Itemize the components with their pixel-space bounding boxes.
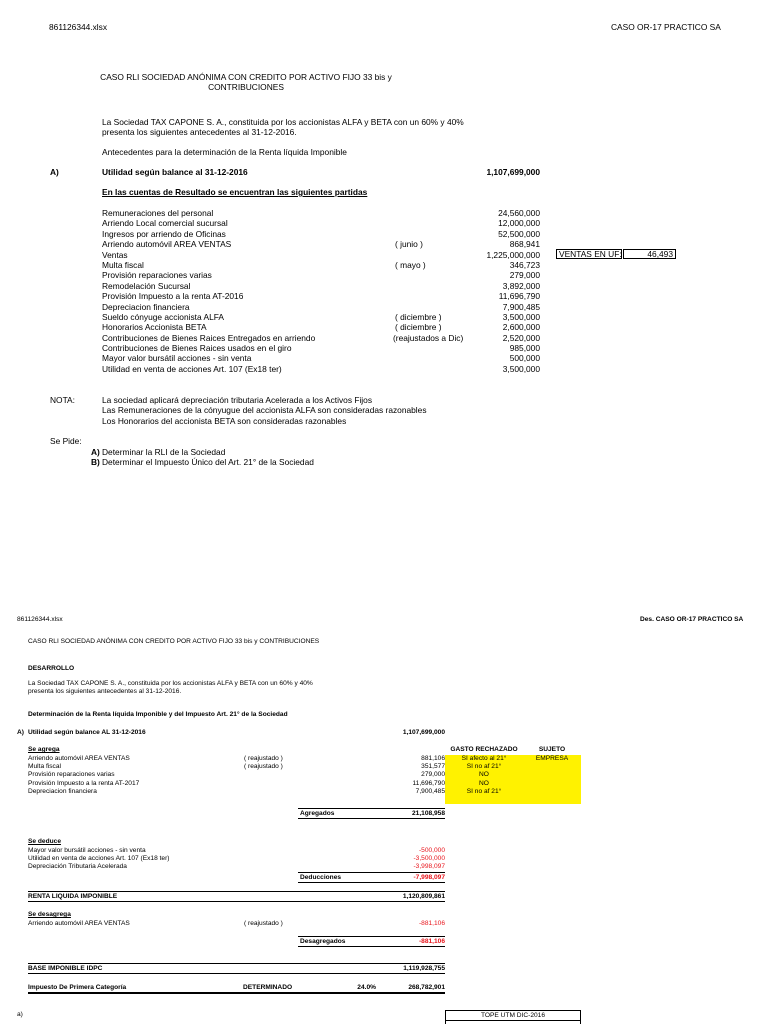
agrega-gasto (445, 755, 523, 796)
impuesto-label: Impuesto De Primera Categoría (28, 984, 127, 991)
deducciones-top-rule (298, 872, 445, 873)
list-item: Remuneraciones del personal (102, 208, 214, 218)
deduce-labels (28, 847, 248, 872)
a-lower-label: a) (17, 1011, 23, 1018)
sujeto-cell (523, 771, 581, 779)
agregados-value: 21,108,958 (411, 810, 445, 817)
base-value: 1,119,928,755 (403, 965, 445, 972)
pide-a-text: Determinar la RLI de la Sociedad (102, 447, 226, 457)
list-item: Utilidad en venta de acciones Art. 107 (Ex18 ter) (102, 363, 282, 374)
nota-line: Los Honorarios del accionista BETA son consideradas razonables (102, 415, 347, 426)
nota-label: NOTA: (50, 395, 75, 405)
page2-a-label: A) (17, 729, 24, 736)
agregados-label: Agregados (300, 810, 335, 817)
list-item: Arriendo automóvil AREA VENTAS (102, 239, 232, 250)
gasto-cell: NO (479, 779, 489, 787)
table-row: Provisión Impuesto a la renta AT-2017 (28, 779, 140, 787)
item-value: 3,500,000 (502, 363, 540, 374)
item-value: 52,500,000 (498, 228, 540, 239)
deducciones-value: -7,998,097 (413, 874, 445, 881)
desagregados-bottom-rule (298, 946, 445, 947)
page1-title-line1: CASO RLI SOCIEDAD ANÓNIMA CON CREDITO POR ACTIVO FIJO 33 bis y (100, 72, 392, 82)
list-item: Remodelación Sucursal (102, 280, 191, 291)
rli-bottom-rule (28, 901, 445, 902)
agrega-sujeto (523, 755, 581, 796)
item-note: ( diciembre ) (395, 322, 442, 333)
item-value: 24,560,000 (498, 208, 540, 218)
list-item: Honorarios Accionista BETA (102, 322, 207, 333)
row-note (244, 788, 324, 796)
rli-value: 1,120,809,861 (402, 893, 445, 900)
page1-item-values (440, 208, 540, 374)
sujeto-cell (523, 780, 581, 788)
desagrega-note: ( reajustado ) (244, 920, 283, 927)
item-note: ( junio ) (395, 239, 423, 250)
page1-intro-line1: La Sociedad TAX CAPONE S. A., constituida por los accionistas ALFA y BETA con un 60% y 40% (102, 117, 464, 127)
list-item: Sueldo cónyuge accionista ALFA (102, 311, 224, 322)
page2-filename: 861126344.xlsx (17, 616, 63, 623)
desagregados-label: Desagregados (300, 938, 346, 945)
page1-antecedentes: Antecedentes para la determinación de la Renta líquida Imponible (102, 147, 347, 157)
item-value: 1,225,000,000 (486, 249, 540, 260)
page1-intro-line2: presenta los siguientes antecedentes al 31-12-2016. (102, 127, 297, 137)
row-value: -3,998,097 (413, 863, 445, 871)
table-row: Utilidad en venta de acciones Art. 107 (Ex18 ter) (28, 855, 170, 863)
item-value: 346,723 (509, 259, 540, 270)
row-value: -3,500,000 (413, 855, 445, 863)
row-value: 351,577 (421, 763, 445, 771)
deducciones-label: Deducciones (300, 874, 342, 881)
list-item: Provisión reparaciones varias (102, 270, 212, 281)
item-note: ( diciembre ) (395, 311, 442, 322)
row-value: 11,696,790 (412, 779, 445, 787)
base-top-rule (28, 963, 445, 964)
list-item: Multa fiscal (102, 259, 144, 270)
page1-header-right: CASO OR-17 PRACTICO SA (611, 22, 721, 32)
agregados-top-rule (298, 808, 445, 809)
item-value: 868,941 (509, 239, 540, 250)
item-note: ( mayo ) (395, 259, 426, 270)
item-note: (reajustados a Dic) (393, 332, 464, 343)
page2-utilidad-value: 1,107,699,000 (402, 729, 445, 736)
gasto-cell: SI no af 21° (466, 763, 502, 771)
ventas-uf-value: 46,493 (623, 249, 676, 259)
nota-line: La sociedad aplicará depreciación tributaria Acelerada a los Activos Fijos (102, 395, 373, 405)
pide-b-text: Determinar el Impuesto Único del Art. 21° de la Sociedad (102, 457, 314, 467)
item-value: 279,000 (509, 270, 540, 281)
item-value: 2,520,000 (502, 332, 540, 343)
determinacion-heading: Determinación de la Renta líquida Imponible y del Impuesto Art. 21° de la Sociedad (28, 711, 288, 718)
row-note: ( reajustado ) (244, 755, 283, 762)
list-item: Arriendo Local comercial sucursal (102, 218, 228, 229)
se-deduce-heading: Se deduce (28, 838, 61, 845)
agrega-values (370, 755, 445, 796)
determinado-label: DETERMINADO (243, 984, 293, 991)
item-value: 12,000,000 (498, 218, 540, 229)
list-item: Depreciacion financiera (102, 301, 190, 312)
agrega-notes (244, 755, 324, 796)
page1-title-line2: CONTRIBUCIONES (208, 82, 284, 92)
page1-utilidad-label: Utilidad según balance al 31-12-2016 (102, 167, 248, 177)
page2-intro-line2: presenta los siguientes antecedentes al 31-12-2016. (28, 688, 182, 695)
row-note (244, 780, 324, 788)
list-item: Ventas (102, 249, 128, 260)
item-value: 2,600,000 (502, 322, 540, 333)
agregados-bottom-rule (298, 818, 445, 819)
tope-utm-box: TOPE UTM DIC-2016 (445, 1010, 581, 1021)
desagregados-top-rule (298, 936, 445, 937)
row-note: ( reajustado ) (244, 763, 283, 771)
row-value: 881,106 (421, 755, 445, 762)
page1-filename: 861126344.xlsx (49, 22, 108, 32)
table-row: Depreciación Tributaria Acelerada (28, 863, 127, 871)
impuesto-rate: 24.0% (357, 984, 376, 991)
page2-intro-line1: La Sociedad TAX CAPONE S. A., constituida por los accionistas ALFA y BETA con un 60% y 40% (28, 680, 313, 687)
se-agrega-heading: Se agrega (28, 746, 60, 753)
page1-cuentas-heading: En las cuentas de Resultado se encuentran las siguientes partidas (102, 187, 368, 197)
ventas-uf-label: VENTAS EN UF: (556, 249, 622, 259)
list-item: Ingresos por arriendo de Oficinas (102, 228, 226, 239)
page1-section-a-label: A) (50, 167, 59, 177)
sujeto-cell (523, 763, 581, 771)
nota-lines (102, 395, 427, 426)
desagrega-value: -881,106 (418, 920, 445, 927)
table-row: Provisión reparaciones varias (28, 771, 115, 779)
list-item: Mayor valor bursátil acciones - sin venta (102, 353, 252, 364)
desagrega-label: Arriendo automóvil AREA VENTAS (28, 920, 130, 927)
item-value: 3,892,000 (502, 280, 540, 291)
table-row: Depreciacion financiera (28, 787, 97, 795)
desarrollo-heading: DESARROLLO (28, 665, 75, 672)
rli-label: RENTA LIQUIDA IMPONIBLE (28, 893, 118, 900)
pide-b-label: B) (91, 457, 100, 467)
deduce-values (370, 847, 445, 872)
list-item: Contribuciones de Bienes Raices usados en el giro (102, 343, 292, 354)
desagregados-value: -881,106 (418, 938, 445, 945)
page2-header-right: Des. CASO OR-17 PRACTICO SA (640, 616, 744, 623)
page1-item-labels (102, 208, 402, 374)
nota-line: Las Remuneraciones de la cónyugue del accionista ALFA son consideradas razonables (102, 405, 427, 416)
se-desagrega-heading: Se desagrega (28, 911, 71, 918)
gasto-cell: NO (479, 771, 489, 779)
gasto-cell: SI no af 21° (466, 787, 502, 795)
agrega-labels (28, 755, 238, 796)
base-bottom-rule (28, 973, 445, 974)
se-pide-label: Se Pide: (50, 436, 82, 446)
item-value: 7,900,485 (502, 301, 540, 312)
col-sujeto: SUJETO (538, 746, 566, 753)
row-value: 279,000 (421, 771, 445, 779)
row-value: 7,900,485 (415, 787, 445, 795)
page2-title: CASO RLI SOCIEDAD ANÓNIMA CON CREDITO POR ACTIVO FIJO 33 bis y CONTRIBUCIONES (28, 638, 320, 645)
deducciones-bottom-rule (298, 882, 445, 883)
list-item: Contribuciones de Bienes Raices Entregados en arriendo (102, 332, 316, 343)
page1-utilidad-value: 1,107,699,000 (486, 167, 540, 177)
list-item: Provisión Impuesto a la renta AT-2016 (102, 291, 244, 302)
impuesto-double-rule (28, 992, 445, 994)
impuesto-value: 268,782,901 (408, 984, 445, 991)
sujeto-cell: EMPRESA (535, 755, 569, 762)
item-value: 500,000 (509, 353, 540, 364)
table-row: Arriendo automóvil AREA VENTAS (28, 755, 130, 762)
rli-top-rule (28, 891, 445, 892)
row-value: -500,000 (418, 847, 445, 854)
item-value: 985,000 (509, 343, 540, 354)
sujeto-cell (523, 788, 581, 796)
base-label: BASE IMPONIBLE IDPC (28, 965, 103, 972)
gasto-cell: SI afecto al 21° (461, 755, 507, 762)
row-note (244, 771, 324, 779)
page2-utilidad-label: Utilidad según balance AL 31-12-2016 (28, 729, 146, 736)
item-value: 3,500,000 (502, 311, 540, 322)
table-row: Multa fiscal (28, 763, 61, 771)
item-value: 11,696,790 (498, 291, 540, 302)
table-row: Mayor valor bursátil acciones - sin venta (28, 847, 146, 854)
pide-a-label: A) (91, 447, 100, 457)
col-gasto-rechazado: GASTO RECHAZADO (450, 746, 518, 753)
